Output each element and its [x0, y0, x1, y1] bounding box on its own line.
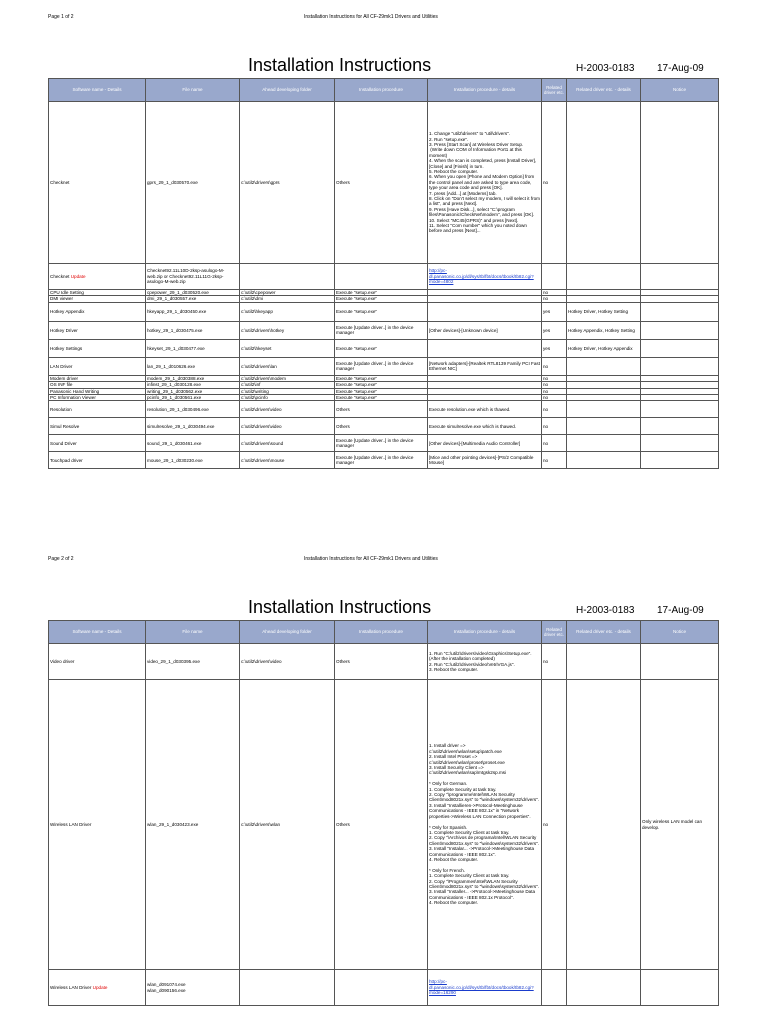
file-name-cell: hkeyapp_29_1_d030450.exe	[146, 302, 240, 321]
procedure-details-cell: [Network adapters]-[Realtek RTL8139 Family PCI Fast Ethernet NIC]	[428, 357, 542, 375]
related-driver-cell: no	[542, 388, 567, 394]
folder-cell: c:\util2\drivers\sound	[240, 435, 335, 452]
procedure-cell	[335, 264, 428, 290]
notice-cell	[641, 302, 719, 321]
related-driver-cell: no	[542, 102, 567, 264]
file-name-cell: wlan_d091074.exe wlan_d090156.exe	[146, 970, 240, 1006]
table-row	[49, 302, 719, 321]
notice-cell: Only wireless LAN model can develop.	[641, 680, 719, 970]
software-name-cell	[49, 644, 146, 680]
related-details-cell: Hotkey Appendix, Hotkey Setting	[567, 321, 641, 339]
related-details-cell	[567, 435, 641, 452]
document-date: 17-Aug-09	[657, 605, 704, 616]
folder-cell: c:\util2\drivers\lan	[240, 357, 335, 375]
running-header: Installation Instructions for All CF-29mk1 Drivers and Utilities	[304, 556, 438, 562]
procedure-details-cell: [Other devices]-[Multimedia Audio Controller]	[428, 435, 542, 452]
procedure-details-cell[interactable]	[428, 264, 542, 290]
procedure-details-cell: [Mice and other pointing devices]-[PS/2 Compatible Mouse]	[428, 452, 542, 469]
download-link[interactable]: http://pc-dl.panasonic.co.jp/dl/sys/tb/fbt/docs/tbook/tb82.cgi?mode=4802	[429, 268, 534, 285]
software-name: PC Information Viewer	[50, 395, 96, 401]
folder-cell: c:\util2\pcinfo	[240, 395, 335, 401]
related-details-cell	[567, 357, 641, 375]
software-name: Video driver	[50, 658, 75, 664]
procedure-cell: Others	[335, 102, 428, 264]
procedure-cell: Execute "setup.exe"	[335, 395, 428, 401]
related-driver-cell: no	[542, 435, 567, 452]
procedure-details-cell: [Other devices]-[Unknown device]	[428, 321, 542, 339]
related-details-cell	[567, 680, 641, 970]
notice-cell	[641, 970, 719, 1006]
notice-cell	[641, 435, 719, 452]
procedure-cell	[335, 970, 428, 1006]
download-link[interactable]: http://pc-dl.panasonic.co.jp/dl/sys/tb/fbt/docs/tbook/tb82.cgi?mode=16290	[429, 979, 534, 996]
folder-cell: c:\util2\drivers\mouse	[240, 452, 335, 469]
page-label: Page 2 of 2	[48, 556, 74, 562]
procedure-cell: Execute [Update driver..] in the device manager	[335, 321, 428, 339]
related-details-cell	[567, 264, 641, 290]
file-name-cell: sound_29_1_d030461.exe	[146, 435, 240, 452]
file-name-cell: lan_29_1_d010626.exe	[146, 357, 240, 375]
procedure-cell: Others	[335, 680, 428, 970]
driver-table	[48, 78, 719, 469]
software-name: Panasonic Hand Writing	[50, 388, 100, 394]
notice-cell	[641, 339, 719, 357]
procedure-details-cell: 1. Run "C:\util2\drivers\video\Graphics\Setup.exe". (After the installation completed) 2. Run "C:\util2\drivers\video\VetriVGA.js". 3. Reboot the computer.	[428, 644, 542, 680]
table-row	[49, 435, 719, 452]
file-name-cell: mouse_29_1_d030230.exe	[146, 452, 240, 469]
notice-cell	[641, 644, 719, 680]
file-name-cell: video_29_1_d030395.exe	[146, 644, 240, 680]
folder-cell: c:\util2\drivers\video	[240, 644, 335, 680]
table-row	[49, 644, 719, 680]
related-details-cell	[567, 401, 641, 418]
folder-cell: c:\util2\drivers\gprs	[240, 102, 335, 264]
table-row	[49, 970, 719, 1006]
file-name-cell: dmi_29_1_d030557.exe	[146, 296, 240, 302]
table-row	[49, 102, 719, 264]
folder-cell: c:\util2\writing	[240, 388, 335, 394]
procedure-cell: Execute "setup.exe"	[335, 388, 428, 394]
table-row	[49, 680, 719, 970]
software-name-cell	[49, 452, 146, 469]
related-details-cell	[567, 418, 641, 435]
column-header: Installation procedure	[335, 621, 428, 644]
folder-cell: c:\util2\drivers\video	[240, 401, 335, 418]
column-header: Related driver etc.	[542, 79, 567, 102]
column-header: Ahead developing folder	[240, 621, 335, 644]
file-name-cell: modem_29_1_d030388.exe	[146, 375, 240, 381]
software-name-cell	[49, 102, 146, 264]
page-title: Installation Instructions	[248, 55, 432, 75]
table-row	[49, 321, 719, 339]
document-number: H-2003-0183	[576, 605, 635, 616]
related-driver-cell	[542, 264, 567, 290]
procedure-cell: Others	[335, 401, 428, 418]
update-badge: Update	[70, 273, 86, 279]
related-driver-cell: no	[542, 452, 567, 469]
related-driver-cell: no	[542, 290, 567, 296]
table-row	[49, 264, 719, 290]
software-name-cell	[49, 339, 146, 357]
file-name-cell: infinst_29_1_d030128.exe	[146, 382, 240, 388]
software-name: LAN Driver	[50, 363, 73, 369]
column-header: Related driver etc.	[542, 621, 567, 644]
file-name-cell: Checknet92.11L10D-2ksp-asulogo-M-web.zip or Checknet92.11L11G-2ksp-asulogo-M-web.zip	[146, 264, 240, 290]
software-name-cell	[49, 680, 146, 970]
procedure-cell: Execute "setup.exe"	[335, 339, 428, 357]
related-details-cell: Hotkey Driver, Hotkey Setting	[567, 302, 641, 321]
notice-cell	[641, 102, 719, 264]
software-name-cell	[49, 418, 146, 435]
procedure-details-cell: 1. Change "util2\drivers" to "util\drivers". 2. Run "setup.exe". 3. Press [Start Scan] at Wireless Driver Setup. (Write down COM of Information Port1 at this moment) 4. When the scan is completed, press [Install Driver], [Close] and [Finish] in turn. 5. Reboot the computer. 6. When you open [Phone and Modem Option] from the control panel and are asked to type area code, type your area code and press [OK]. 7. press [Add...] at [Modems] tab. 8. Click on "Don't select my modem, I will select it from a list", and press [Next]. 9. Press [Have Disk...], select "C:\program files\Panasonic\CheckNet\modem", and press [OK]. 10. Select "MC45(GPRS)" and press [Next]. 11. Select "Com number" which you noted down before and press [Next]...	[428, 102, 542, 264]
column-header: Installation procedure	[335, 79, 428, 102]
software-name-cell	[49, 970, 146, 1006]
related-driver-cell: no	[542, 644, 567, 680]
notice-cell	[641, 452, 719, 469]
file-name-cell: writing_29_1_d030562.exe	[146, 388, 240, 394]
related-driver-cell: no	[542, 382, 567, 388]
document-date: 17-Aug-09	[657, 63, 704, 74]
related-driver-cell: no	[542, 357, 567, 375]
procedure-details-cell: 1. Install driver => c:\util2\drivers\wlan\setup\patch.exe 2. Install Intel Proset => c:\util2\drivers\wlan\proset\proset.exe 3. Install Security Client => c:\util2\drivers\wlan\sap\mtgsk2sp.msi * Only for German. 1. Complete Security at task tray. 2. Copy "\programme\Intel\WLAN Security Client\mod8021x.sys" to "\windows\system32\drivers". 3. Install "Installieren->Protocol-Meetinghouse Communications - IEEE 802.1x" in "Network properties->Wireless LAN Connection properties". * Only for Spanish. 1. Complete Security Client at task tray. 2. Copy "\Archivos de programa\Intel\WLAN Security Client\mod8021x.sys" to "\windows\system32\drivers". 3. Install "Instalar... ->Protocol->Meetinghouse Data Communications - IEEE 802.1x". 4. Reboot the computer. * Only for French. 1. Complete Security Client at task tray. 2. Copy "\Programmes\Intel\WLAN Security Client\mod8021x.sys" to "\windows\system32\drivers". 3. Install "Installer... ->Protocol->Meetinghouse Data Communications - IEEE 802.1x Protocol". 4. Reboot the computer.	[428, 680, 542, 970]
column-header: Related driver etc. - details	[567, 79, 641, 102]
related-details-cell	[567, 644, 641, 680]
folder-cell: c:\util2\drivers\modem	[240, 375, 335, 381]
software-name: Wireless LAN Driver	[50, 984, 92, 990]
table-row	[49, 452, 719, 469]
file-name-cell: resolution_29_1_d030496.exe	[146, 401, 240, 418]
column-header: Software name - Details	[49, 79, 146, 102]
related-driver-cell: no	[542, 418, 567, 435]
folder-cell: c:\util2\inf	[240, 382, 335, 388]
software-name: Wireless LAN Driver	[50, 821, 92, 827]
software-name: Simul Resolve	[50, 423, 80, 429]
folder-cell: c:\util2\drivers\hotkey	[240, 321, 335, 339]
related-details-cell	[567, 102, 641, 264]
column-header: Notice	[641, 621, 719, 644]
software-name: Sound Driver	[50, 440, 77, 446]
procedure-cell: Execute [Update driver..] in the device manager	[335, 435, 428, 452]
page-title: Installation Instructions	[248, 597, 432, 617]
software-name: Resolution	[50, 406, 72, 412]
table-row	[49, 357, 719, 375]
procedure-cell: Execute "setup.exe"	[335, 290, 428, 296]
folder-cell	[240, 970, 335, 1006]
column-header: Software name - Details	[49, 621, 146, 644]
software-name-cell	[49, 357, 146, 375]
folder-cell: c:\util2\dmi	[240, 296, 335, 302]
document-number: H-2003-0183	[576, 63, 635, 74]
software-name-cell	[49, 401, 146, 418]
column-header: Installation procedure - details	[428, 79, 542, 102]
column-header: File name	[146, 621, 240, 644]
software-name: Touchpad driver	[50, 457, 83, 463]
procedure-details-cell: Execute simulresolve.exe which is thawed.	[428, 418, 542, 435]
related-driver-cell: yes	[542, 321, 567, 339]
notice-cell	[641, 401, 719, 418]
related-driver-cell	[542, 970, 567, 1006]
notice-cell	[641, 321, 719, 339]
table-row	[49, 401, 719, 418]
software-name: OS INF file	[50, 382, 73, 388]
related-details-cell	[567, 970, 641, 1006]
software-name: Hotkey Appendix	[50, 309, 85, 315]
software-name: Hotkey Driver	[50, 327, 78, 333]
column-header: Related driver etc. - details	[567, 621, 641, 644]
file-name-cell: cpepower_29_1_d030520.exe	[146, 290, 240, 296]
procedure-cell: Others	[335, 644, 428, 680]
page-label: Page 1 of 2	[48, 14, 74, 20]
software-name-cell	[49, 435, 146, 452]
column-header: Installation procedure - details	[428, 621, 542, 644]
folder-cell: c:\util2\drivers\video	[240, 418, 335, 435]
related-details-cell: Hotkey Driver, Hotkey Appendix	[567, 339, 641, 357]
file-name-cell: hkeyset_29_1_d030477.exe	[146, 339, 240, 357]
file-name-cell: pcinfo_29_1_d030561.exe	[146, 395, 240, 401]
procedure-details-cell: Execute resolution.exe which is thawed.	[428, 401, 542, 418]
related-driver-cell: yes	[542, 339, 567, 357]
related-driver-cell: no	[542, 680, 567, 970]
related-driver-cell: no	[542, 375, 567, 381]
related-driver-cell: no	[542, 401, 567, 418]
notice-cell	[641, 357, 719, 375]
procedure-cell: Execute "setup.exe"	[335, 375, 428, 381]
procedure-cell: Execute [Update driver..] in the device manager	[335, 452, 428, 469]
software-name-cell	[49, 321, 146, 339]
driver-table	[48, 620, 719, 1006]
file-name-cell: gprs_29_1_d030570.exe	[146, 102, 240, 264]
table-row	[49, 339, 719, 357]
column-header: File name	[146, 79, 240, 102]
software-name: DMI viewer	[50, 296, 73, 302]
software-name: Checknet	[50, 179, 70, 185]
file-name-cell: hotkey_29_1_d030475.exe	[146, 321, 240, 339]
procedure-details-cell	[428, 339, 542, 357]
related-driver-cell: yes	[542, 302, 567, 321]
software-name: Modem driver	[50, 375, 79, 381]
software-name: CPU Idle Setting	[50, 290, 84, 295]
column-header: Notice	[641, 79, 719, 102]
procedure-cell: Others	[335, 418, 428, 435]
procedure-cell: Execute "setup.exe"	[335, 296, 428, 302]
folder-cell: c:\util2\cpepower	[240, 290, 335, 296]
folder-cell: c:\util2\drivers\wlan	[240, 680, 335, 970]
table-row	[49, 418, 719, 435]
software-name: Checknet	[50, 273, 70, 279]
column-header: Ahead developing folder	[240, 79, 335, 102]
file-name-cell: simulresolve_29_1_d030494.exe	[146, 418, 240, 435]
procedure-cell: Execute "setup.exe"	[335, 302, 428, 321]
update-badge: Update	[92, 984, 108, 990]
software-name-cell	[49, 302, 146, 321]
notice-cell	[641, 418, 719, 435]
notice-cell	[641, 264, 719, 290]
folder-cell	[240, 264, 335, 290]
related-driver-cell: no	[542, 296, 567, 302]
folder-cell: c:\util2\hkeyset	[240, 339, 335, 357]
related-driver-cell: no	[542, 395, 567, 401]
software-name: Hotkey Settings	[50, 345, 83, 351]
software-name-cell	[49, 264, 146, 290]
procedure-cell: Execute [Update driver..] in the device manager	[335, 357, 428, 375]
procedure-details-cell	[428, 302, 542, 321]
running-header: Installation Instructions for All CF-29mk1 Drivers and Utilities	[304, 14, 438, 20]
related-details-cell	[567, 452, 641, 469]
folder-cell: c:\util2\hkeyapp	[240, 302, 335, 321]
file-name-cell: wlan_29_1_d030423.exe	[146, 680, 240, 970]
procedure-cell: Execute "setup.exe"	[335, 382, 428, 388]
procedure-details-cell[interactable]	[428, 970, 542, 1006]
